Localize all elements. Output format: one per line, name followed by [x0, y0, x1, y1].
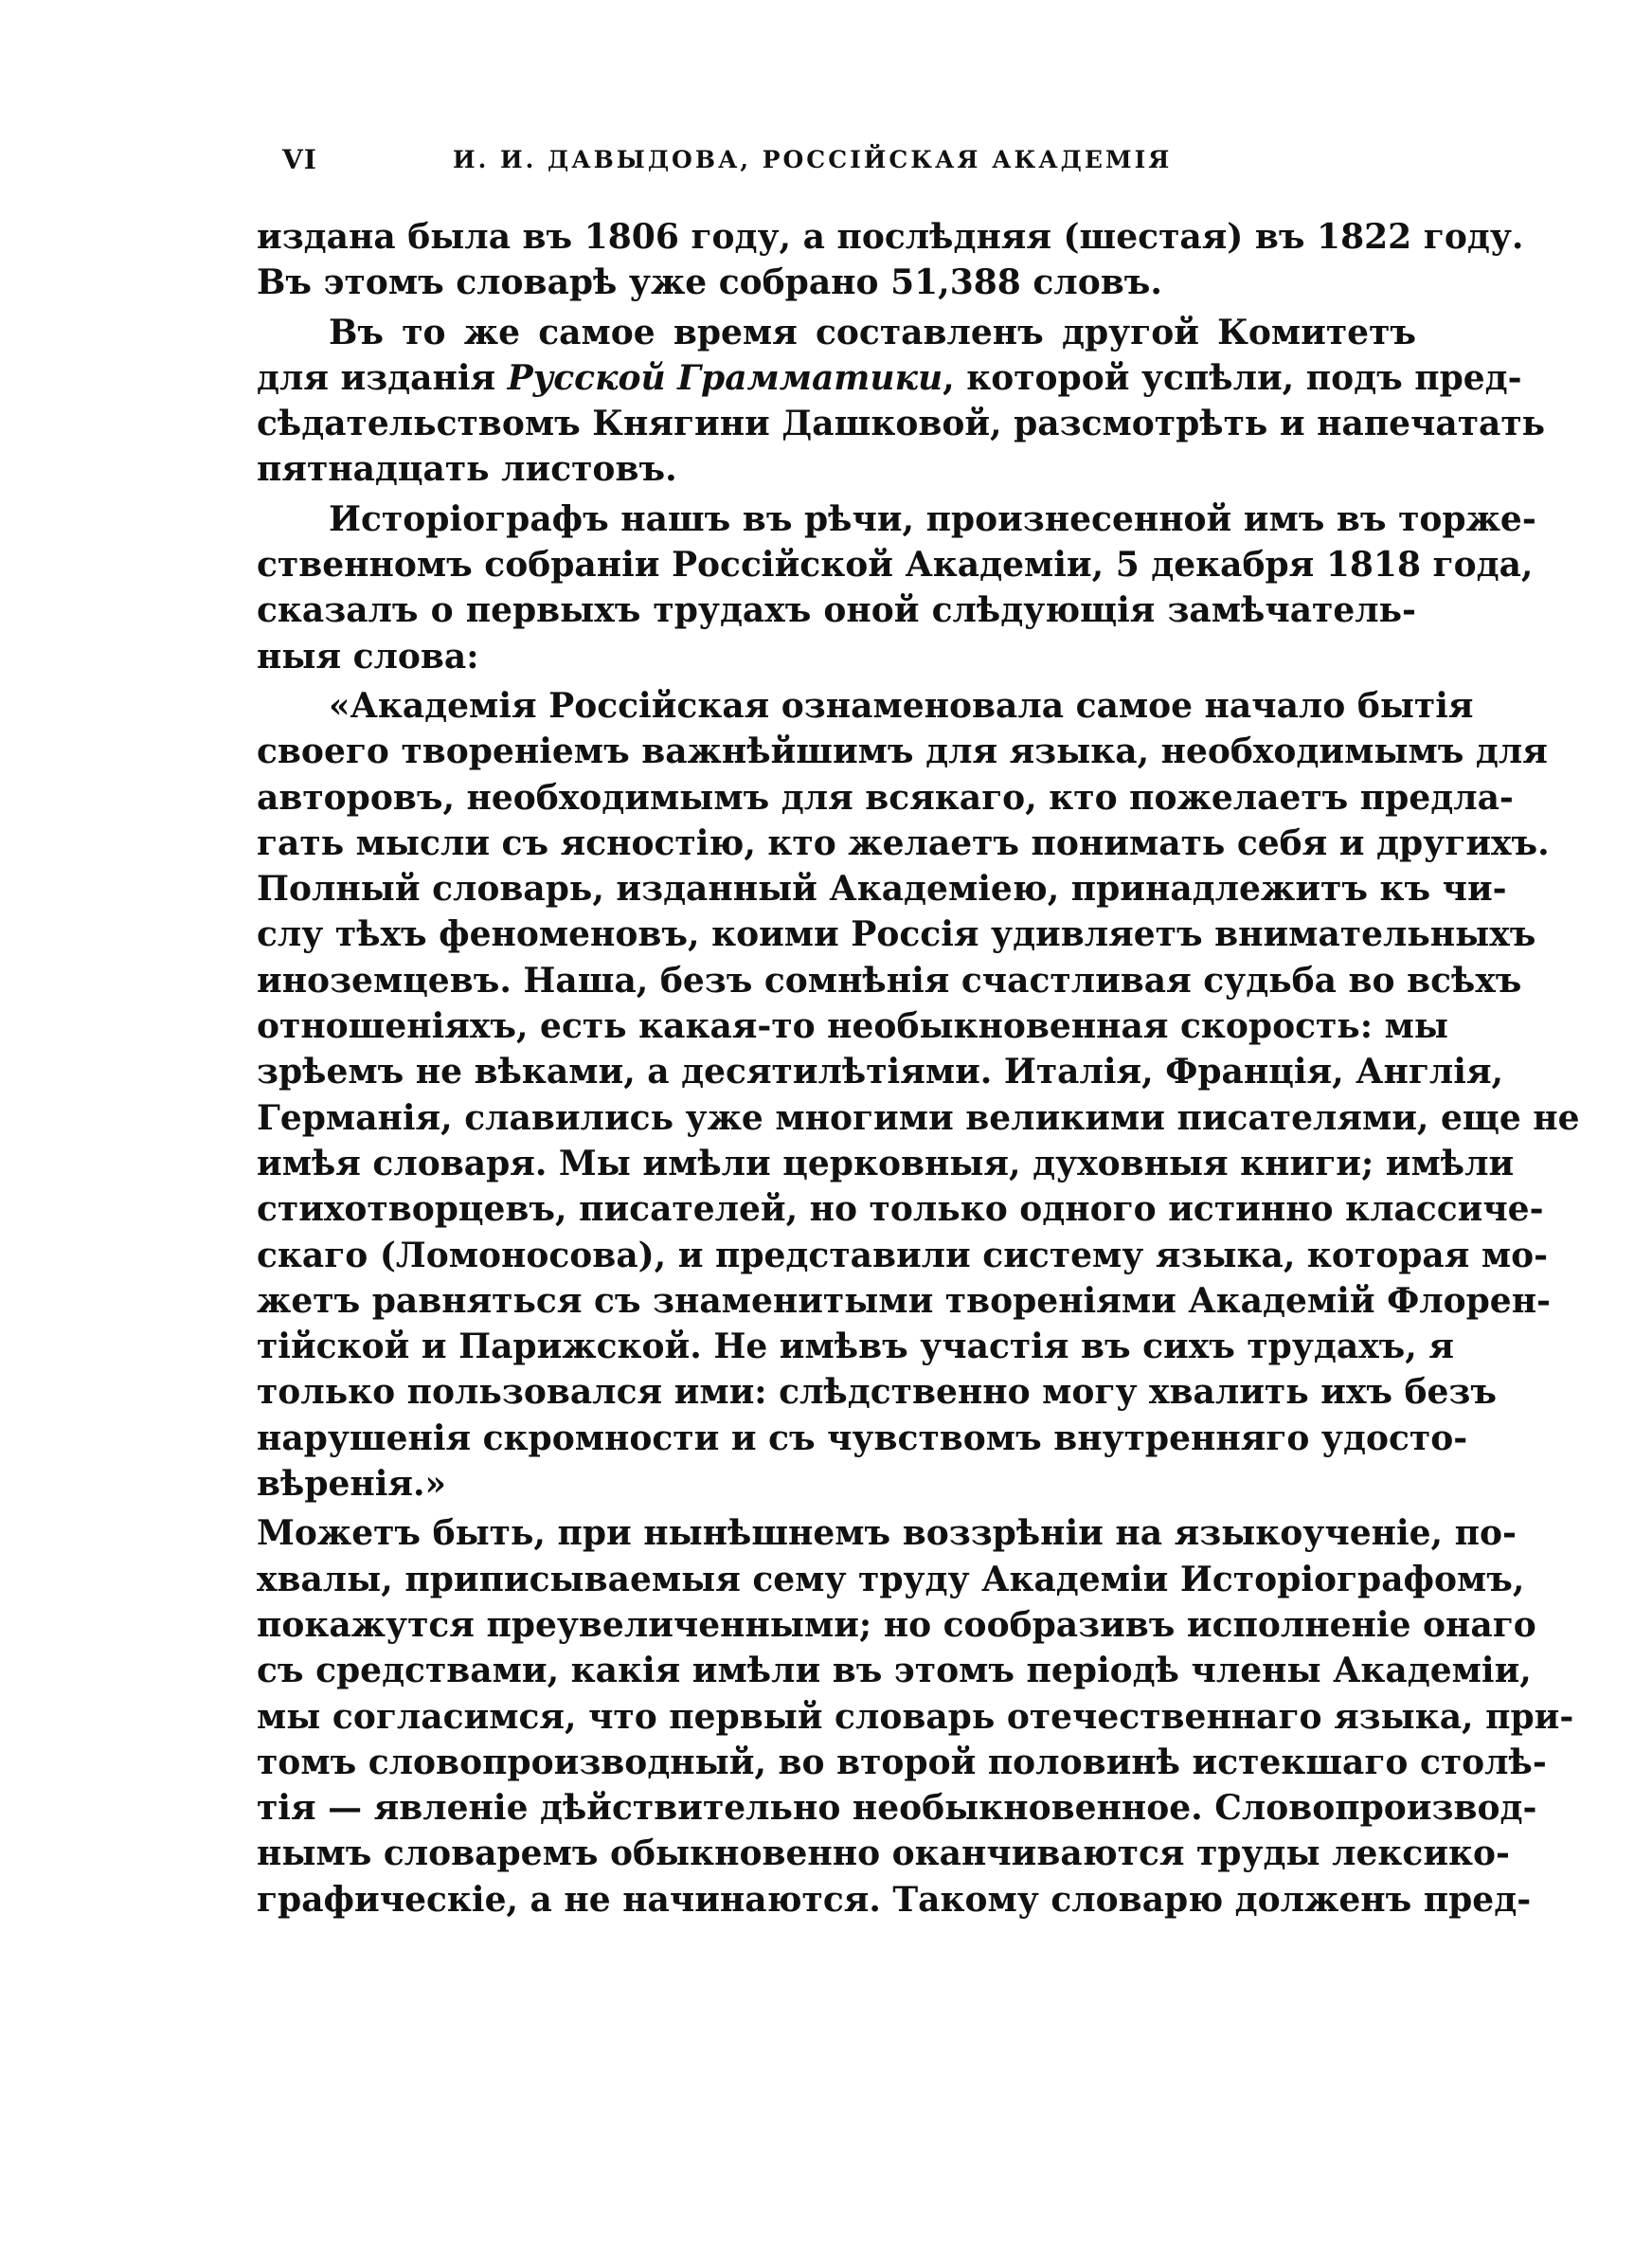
text-line: съ средствами, какія имѣли въ этомъ періодѣ члены Академіи,	[257, 1651, 1532, 1691]
text-line: пятнадцать листовъ.	[257, 449, 677, 490]
text-line: иноземцевъ. Наша, безъ сомнѣнія счастливая судьба во всѣхъ	[257, 960, 1522, 1001]
text-line: издана была въ 1806 году, а послѣдняя (шестая) въ 1822 году.	[257, 217, 1524, 257]
text-line: Можетъ быть, при нынѣшнемъ воззрѣніи на языкоученіе, по-	[257, 1513, 1517, 1554]
text-line: жетъ равняться съ знаменитыми твореніями Академій Флорен-	[257, 1280, 1551, 1321]
text-line: ныя слова:	[257, 636, 479, 677]
text-line: «Академія Россійская ознаменовала самое начало бытія	[329, 685, 1474, 726]
text-line: хвалы, приписываемыя сему труду Академіи Исторіографомъ,	[257, 1559, 1525, 1599]
text-line: сѣдательствомъ Княгини Дашковой, разсмотрѣть и напечатать	[257, 404, 1546, 444]
text-line: тійской и Парижской. Не имѣвъ участія въ сихъ трудахъ, я	[257, 1327, 1454, 1367]
text-line: нымъ словаремъ обыкновенно оканчиваются труды лексико-	[257, 1833, 1510, 1874]
text-line: мы согласимся, что первый словарь отечественнаго языка, при-	[257, 1696, 1574, 1737]
text-line: зрѣемъ не вѣками, а десятилѣтіями. Италія, Франція, Англія,	[257, 1052, 1504, 1092]
text-line: авторовъ, необходимымъ для всякаго, кто пожелаетъ предла-	[257, 777, 1514, 818]
paragraph-5	[257, 1510, 1574, 1923]
text-line: стихотворцевъ, писателей, но только одного истинно классиче-	[257, 1189, 1544, 1230]
page-number: VI	[282, 144, 317, 175]
text-line: Исторіографъ нашъ въ рѣчи, произнесенной имъ въ торже-	[329, 498, 1536, 539]
paragraph-4-quotation	[257, 683, 1580, 1507]
text-line: имѣя словаря. Мы имѣли церковныя, духовныя книги; имѣли	[257, 1143, 1515, 1183]
text-line: отношеніяхъ, есть какая-то необыкновенная скорость: мы	[257, 1006, 1448, 1047]
paragraph-3	[257, 497, 1536, 679]
text-line: Въ то же самое время составленъ другой Комитетъ	[329, 312, 1416, 352]
italic-title: Русской Грамматики	[507, 357, 943, 398]
paragraph-2	[257, 310, 1546, 493]
running-head-title: И. И. ДАВЫДОВА, РОССІЙСКАЯ АКАДЕМІЯ	[453, 146, 1173, 173]
body-text	[257, 214, 1580, 1923]
text-line: покажутся преувеличенными; но сообразивъ исполненіе онаго	[257, 1604, 1536, 1645]
text-line: гать мысли съ ясностію, кто желаетъ понимать себя и другихъ.	[257, 822, 1550, 863]
text-line: Германія, славились уже многими великими писателями, еще не	[257, 1097, 1580, 1138]
text-line: тія — явленіе дѣйствительно необыкновенное. Словопроизвод-	[257, 1788, 1537, 1829]
text-line: только пользовался ими: слѣдственно могу хвалить ихъ безъ	[257, 1372, 1498, 1413]
text-line: томъ словопроизводный, во второй половинѣ истекшаго столѣ-	[257, 1742, 1547, 1782]
text-line: слу тѣхъ феноменовъ, коими Россія удивляетъ внимательныхъ	[257, 914, 1536, 955]
text-segment: , которой успѣли, подъ пред-	[943, 357, 1522, 398]
text-line: ственномъ собраніи Россійской Академіи, 5 декабря 1818 года,	[257, 545, 1534, 586]
text-line: нарушенія скромности и съ чувствомъ внутренняго удосто-	[257, 1417, 1468, 1458]
text-line: вѣренія.»	[257, 1464, 447, 1505]
text-line: скаго (Ломоносова), и представили систему языка, которая мо-	[257, 1235, 1549, 1275]
text-line: сказалъ о первыхъ трудахъ оной слѣдующія замѣчатель-	[257, 590, 1416, 631]
text-segment: для изданія	[257, 357, 508, 398]
text-line-with-italic	[257, 355, 1522, 401]
paragraph-1	[257, 214, 1524, 306]
text-line: Полный словарь, изданный Академіею, принадлежитъ къ чи-	[257, 869, 1507, 910]
text-line: своего твореніемъ важнѣйшимъ для языка, необходимымъ для	[257, 731, 1548, 772]
text-line: графическіе, а не начинаются. Такому словарю долженъ пред-	[257, 1879, 1532, 1920]
text-line: Въ этомъ словарѣ уже собрано 51,388 словъ.	[257, 262, 1162, 303]
running-head	[282, 135, 1398, 191]
